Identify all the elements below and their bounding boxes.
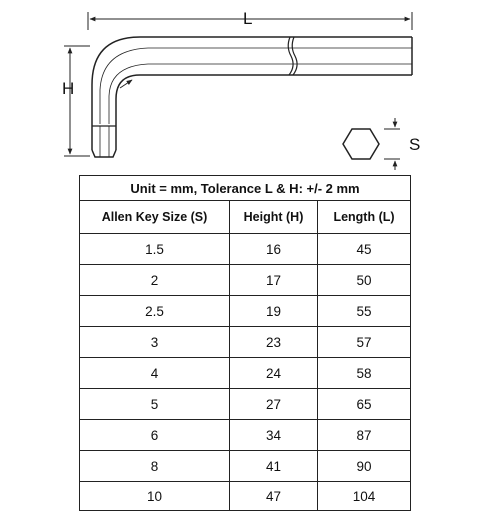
height-cell: 34: [230, 420, 318, 451]
length-cell: 55: [318, 296, 411, 327]
table-row: [80, 482, 411, 511]
height-dimension: [64, 46, 90, 156]
height-cell: 19: [230, 296, 318, 327]
length-cell: 50: [318, 265, 411, 296]
size-cell: 10: [80, 482, 230, 511]
length-cell: 104: [318, 482, 411, 511]
size-cell: 5: [80, 389, 230, 420]
length-cell: 90: [318, 451, 411, 482]
height-cell: 16: [230, 234, 318, 265]
length-cell: 57: [318, 327, 411, 358]
table-row: [80, 234, 411, 265]
column-header-height: Height (H): [230, 201, 318, 234]
column-header-length: Length (L): [318, 201, 411, 234]
size-label: S: [409, 135, 421, 154]
length-cell: 58: [318, 358, 411, 389]
height-cell: 27: [230, 389, 318, 420]
table-row: [80, 327, 411, 358]
height-cell: 24: [230, 358, 318, 389]
table-header-row: [80, 201, 411, 234]
size-cell: 4: [80, 358, 230, 389]
size-cell: 6: [80, 420, 230, 451]
table-row: [80, 420, 411, 451]
size-cell: 1.5: [80, 234, 230, 265]
table-row: [80, 296, 411, 327]
size-cell: 8: [80, 451, 230, 482]
size-cell: 3: [80, 327, 230, 358]
height-cell: 17: [230, 265, 318, 296]
table-row: [80, 451, 411, 482]
table-row: [80, 389, 411, 420]
height-label: H: [62, 79, 75, 98]
hexagon-cross-section-icon: [343, 129, 379, 159]
length-cell: 45: [318, 234, 411, 265]
size-cell: 2.5: [80, 296, 230, 327]
height-cell: 47: [230, 482, 318, 511]
length-cell: 87: [318, 420, 411, 451]
allen-key-shape: [92, 37, 412, 157]
height-cell: 23: [230, 327, 318, 358]
height-cell: 41: [230, 451, 318, 482]
table-caption-row: [80, 176, 411, 201]
table-row: [80, 265, 411, 296]
length-cell: 65: [318, 389, 411, 420]
table-row: [80, 358, 411, 389]
table-caption: Unit = mm, Tolerance L & H: +/- 2 mm: [80, 176, 411, 201]
allen-key-size-table: [79, 175, 411, 511]
length-label: L: [243, 9, 253, 28]
size-dimension: [384, 118, 400, 170]
column-header-size: Allen Key Size (S): [80, 201, 230, 234]
size-cell: 2: [80, 265, 230, 296]
